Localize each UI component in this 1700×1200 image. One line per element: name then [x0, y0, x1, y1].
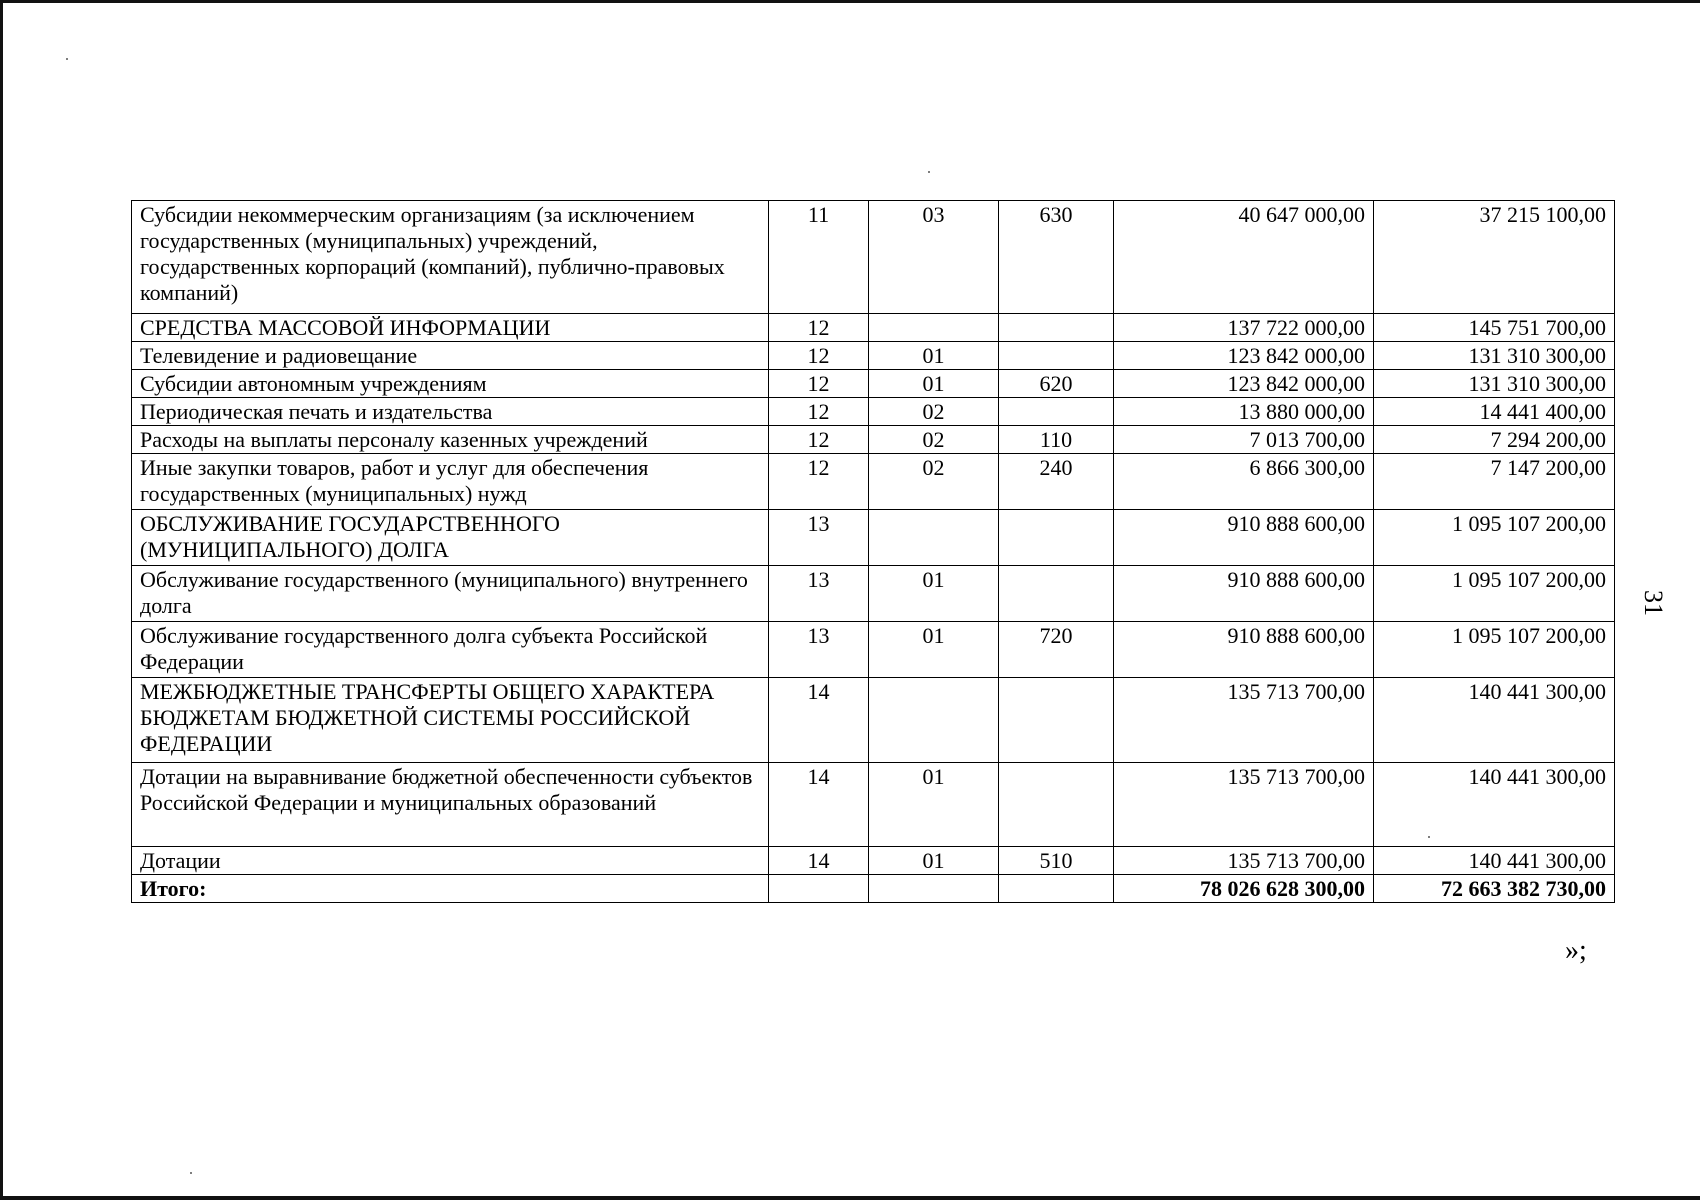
budget-table: [131, 200, 1615, 903]
row-name-cell: Субсидии некоммерческим организациям (за исключением государственных (муниципальных) учреждений, государственных корпораций (компаний), публично-правовых компаний): [132, 201, 769, 314]
section-code-cell: 12: [769, 342, 869, 370]
amount-2-cell: 131 310 300,00: [1374, 370, 1615, 398]
section-code-cell: 11: [769, 201, 869, 314]
table-row: [132, 510, 1615, 566]
expense-type-cell: [999, 342, 1114, 370]
total-amount-2: 72 663 382 730,00: [1374, 875, 1615, 903]
expense-type-cell: [999, 763, 1114, 847]
scan-edge-left: [0, 0, 3, 1200]
expense-type-cell: 630: [999, 201, 1114, 314]
total-amount-1: 78 026 628 300,00: [1114, 875, 1374, 903]
subsection-code-cell: [869, 678, 999, 763]
amount-2-cell: 140 441 300,00: [1374, 847, 1615, 875]
expense-type-cell: 110: [999, 426, 1114, 454]
amount-2-cell: 1 095 107 200,00: [1374, 510, 1615, 566]
table-row: [132, 847, 1615, 875]
amount-2-cell: 7 147 200,00: [1374, 454, 1615, 510]
expense-type-cell: 510: [999, 847, 1114, 875]
subsection-code-cell: 02: [869, 454, 999, 510]
expense-type-cell: [999, 875, 1114, 903]
amount-1-cell: 40 647 000,00: [1114, 201, 1374, 314]
table-row: [132, 201, 1615, 314]
table-row: [132, 426, 1615, 454]
row-name-cell: Субсидии автономным учреждениям: [132, 370, 769, 398]
row-name-cell: Обслуживание государственного долга субъекта Российской Федерации: [132, 622, 769, 678]
table-row: [132, 398, 1615, 426]
amount-1-cell: 137 722 000,00: [1114, 314, 1374, 342]
amount-1-cell: 6 866 300,00: [1114, 454, 1374, 510]
row-name-cell: Телевидение и радиовещание: [132, 342, 769, 370]
section-code-cell: 14: [769, 763, 869, 847]
subsection-code-cell: 01: [869, 847, 999, 875]
scan-speck: [190, 1172, 192, 1174]
subsection-code-cell: 02: [869, 426, 999, 454]
scan-edge-top: [0, 0, 1700, 3]
expense-type-cell: [999, 678, 1114, 763]
amount-1-cell: 910 888 600,00: [1114, 622, 1374, 678]
subsection-code-cell: [869, 314, 999, 342]
amount-1-cell: 910 888 600,00: [1114, 510, 1374, 566]
section-code-cell: 14: [769, 847, 869, 875]
expense-type-cell: [999, 398, 1114, 426]
section-code-cell: 12: [769, 314, 869, 342]
amount-1-cell: 7 013 700,00: [1114, 426, 1374, 454]
page-number: 31: [1639, 590, 1668, 616]
amount-1-cell: 123 842 000,00: [1114, 370, 1374, 398]
scan-edge-bottom: [0, 1196, 1700, 1200]
amount-2-cell: 14 441 400,00: [1374, 398, 1615, 426]
amount-1-cell: 910 888 600,00: [1114, 566, 1374, 622]
section-code-cell: 12: [769, 398, 869, 426]
expense-type-cell: [999, 314, 1114, 342]
scan-speck: [928, 171, 930, 173]
budget-table-body: [132, 201, 1615, 903]
row-name-cell: МЕЖБЮДЖЕТНЫЕ ТРАНСФЕРТЫ ОБЩЕГО ХАРАКТЕРА БЮДЖЕТАМ БЮДЖЕТНОЙ СИСТЕМЫ РОССИЙСКОЙ ФЕДЕРАЦИИ: [132, 678, 769, 763]
table-row: [132, 763, 1615, 847]
section-code-cell: 12: [769, 370, 869, 398]
subsection-code-cell: 01: [869, 566, 999, 622]
amount-2-cell: 131 310 300,00: [1374, 342, 1615, 370]
closing-quote-mark: »;: [1565, 935, 1587, 966]
subsection-code-cell: 03: [869, 201, 999, 314]
row-name-cell: Периодическая печать и издательства: [132, 398, 769, 426]
table-row: [132, 454, 1615, 510]
scan-speck: [66, 58, 68, 60]
section-code-cell: 12: [769, 454, 869, 510]
amount-2-cell: 140 441 300,00: [1374, 678, 1615, 763]
section-code-cell: 12: [769, 426, 869, 454]
amount-2-cell: 145 751 700,00: [1374, 314, 1615, 342]
table-row: [132, 678, 1615, 763]
amount-2-cell: 1 095 107 200,00: [1374, 622, 1615, 678]
total-row: [132, 875, 1615, 903]
amount-1-cell: 123 842 000,00: [1114, 342, 1374, 370]
amount-2-cell: 7 294 200,00: [1374, 426, 1615, 454]
subsection-code-cell: 02: [869, 398, 999, 426]
row-name-cell: Иные закупки товаров, работ и услуг для обеспечения государственных (муниципальных) нужд: [132, 454, 769, 510]
section-code-cell: 13: [769, 622, 869, 678]
table-row: [132, 566, 1615, 622]
subsection-code-cell: [869, 875, 999, 903]
subsection-code-cell: 01: [869, 370, 999, 398]
expense-type-cell: 240: [999, 454, 1114, 510]
table-row: [132, 370, 1615, 398]
amount-1-cell: 135 713 700,00: [1114, 847, 1374, 875]
section-code-cell: [769, 875, 869, 903]
row-name-cell: Расходы на выплаты персоналу казенных учреждений: [132, 426, 769, 454]
amount-2-cell: 37 215 100,00: [1374, 201, 1615, 314]
table-row: [132, 342, 1615, 370]
row-name-cell: Дотации на выравнивание бюджетной обеспеченности субъектов Российской Федерации и муниципальных образований: [132, 763, 769, 847]
table-row: [132, 622, 1615, 678]
amount-2-cell: 140 441 300,00: [1374, 763, 1615, 847]
subsection-code-cell: 01: [869, 342, 999, 370]
section-code-cell: 14: [769, 678, 869, 763]
row-name-cell: Дотации: [132, 847, 769, 875]
expense-type-cell: 720: [999, 622, 1114, 678]
row-name-cell: ОБСЛУЖИВАНИЕ ГОСУДАРСТВЕННОГО (МУНИЦИПАЛЬНОГО) ДОЛГА: [132, 510, 769, 566]
expense-type-cell: [999, 510, 1114, 566]
table-row: [132, 314, 1615, 342]
subsection-code-cell: 01: [869, 763, 999, 847]
expense-type-cell: [999, 566, 1114, 622]
amount-1-cell: 135 713 700,00: [1114, 763, 1374, 847]
subsection-code-cell: 01: [869, 622, 999, 678]
section-code-cell: 13: [769, 510, 869, 566]
row-name-cell: Обслуживание государственного (муниципального) внутреннего долга: [132, 566, 769, 622]
total-label: Итого:: [132, 875, 769, 903]
subsection-code-cell: [869, 510, 999, 566]
row-name-cell: СРЕДСТВА МАССОВОЙ ИНФОРМАЦИИ: [132, 314, 769, 342]
amount-2-cell: 1 095 107 200,00: [1374, 566, 1615, 622]
amount-1-cell: 135 713 700,00: [1114, 678, 1374, 763]
amount-1-cell: 13 880 000,00: [1114, 398, 1374, 426]
expense-type-cell: 620: [999, 370, 1114, 398]
section-code-cell: 13: [769, 566, 869, 622]
